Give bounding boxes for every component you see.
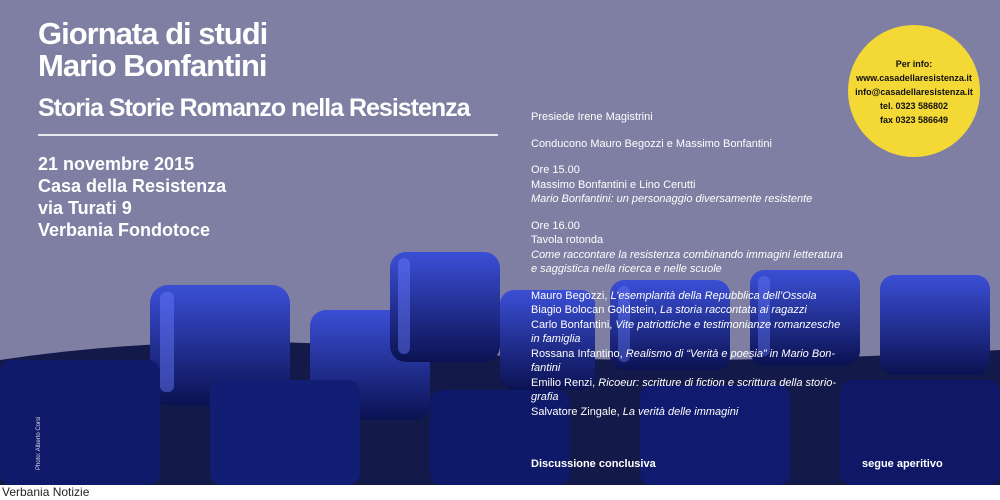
- aperitivo-note: segue aperitivo: [862, 458, 943, 470]
- panel-item: [531, 376, 871, 391]
- event-address: via Turati 9: [38, 198, 132, 218]
- panel-speaker: Mauro Begozzi,: [531, 289, 611, 302]
- session2-name: Tavola rotonda: [531, 234, 604, 246]
- program-chair: Presiede Irene Magistrini: [531, 111, 653, 123]
- session1-talk: Mario Bonfantini: un personaggio diversamente resistente: [531, 193, 813, 205]
- panel-talk-cont: in famiglia: [531, 333, 581, 345]
- session2-topic-line2: e saggistica nella ricerca e nelle scuole: [531, 263, 722, 275]
- panel-speaker: Salvatore Zingale,: [531, 405, 623, 418]
- panel-speaker: Rossana Infantino,: [531, 347, 626, 360]
- panel-item: [531, 405, 871, 420]
- closing-discussion: Discussione conclusiva: [531, 458, 656, 470]
- event-city: Verbania Fondotoce: [38, 220, 211, 240]
- panel-talk: Ricoeur: scritture di fiction e scrittura della storio-: [598, 376, 837, 389]
- panel-speaker: Biagio Bolocan Goldstein,: [531, 304, 661, 316]
- program-hosts: Conducono Mauro Begozzi e Massimo Bonfantini: [531, 137, 772, 150]
- session1-time: Ore 15.00: [531, 164, 580, 176]
- panel-item: [531, 289, 871, 304]
- event-date: 21 novembre 2015: [38, 154, 195, 174]
- session2-topic-line1: Come raccontare la resistenza combinando immagini letteratura: [531, 248, 843, 261]
- subtitle: Storia Storie Romanzo nella Resistenza: [38, 94, 470, 122]
- panel-talk: L’esemplarità della Repubblica dell’Ossola: [610, 289, 817, 302]
- panel-item: [531, 318, 871, 333]
- panel-speaker: Emilio Renzi,: [531, 376, 599, 389]
- photo-credit: Photo: Alberto Corsi: [36, 416, 42, 470]
- event-details: [38, 153, 226, 241]
- panel-talk: La verità delle immagini: [622, 405, 739, 418]
- panel-talk: La storia raccontata ai ragazzi: [660, 304, 807, 316]
- info-email: info@casadellaresistenza.it: [855, 87, 973, 97]
- program: [531, 110, 871, 419]
- session2-time: Ore 16.00: [531, 219, 580, 232]
- panel-item: [531, 347, 871, 362]
- panel-talk: Vite patriottiche e testimonianze romanzesche: [615, 318, 841, 331]
- panel-speaker: Carlo Bonfantini,: [531, 318, 616, 331]
- session1-speakers: Massimo Bonfantini e Lino Cerutti: [531, 178, 696, 191]
- panel-item: [531, 303, 871, 318]
- title-line-1: Giornata di studi: [38, 16, 268, 51]
- info-fax: fax 0323 586649: [879, 115, 949, 125]
- info-label: Per info:: [895, 59, 933, 69]
- info-website: www.casadellaresistenza.it: [856, 73, 972, 83]
- info-phone: tel. 0323 586802: [879, 101, 949, 111]
- panel-talk-cont: grafia: [531, 391, 559, 403]
- title-divider: [38, 134, 498, 136]
- panel-talk: Realismo di “Verità e poesia” in Mario Bon-: [625, 347, 836, 360]
- title-line-2: Mario Bonfantini: [38, 48, 267, 83]
- footer-source: Verbania Notizie: [2, 485, 90, 499]
- event-venue: Casa della Resistenza: [38, 176, 227, 196]
- panel-talk-cont: fantini: [531, 362, 561, 374]
